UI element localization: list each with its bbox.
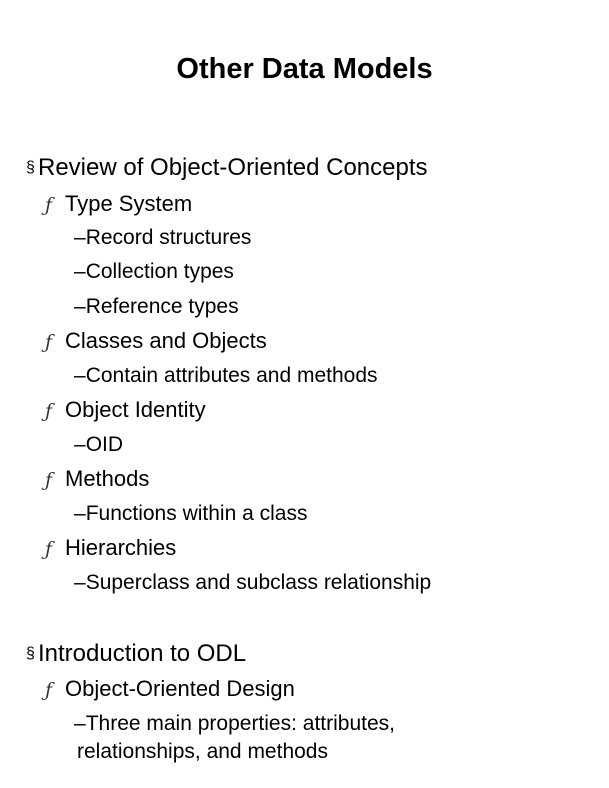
- list-item-label: Methods: [65, 466, 150, 491]
- dash-bullet-icon: –: [74, 364, 86, 387]
- florin-bullet-icon: ƒ: [45, 679, 53, 701]
- section-heading: [26, 639, 246, 669]
- list-subitem: [74, 362, 378, 390]
- list-item-label: Object Identity: [65, 397, 206, 422]
- list-item-label: Object-Oriented Design: [65, 676, 295, 701]
- list-subitem: [74, 224, 251, 252]
- list-subitem-text: OID: [85, 433, 124, 456]
- dash-bullet-icon: –: [74, 260, 86, 283]
- slide-title: Other Data Models: [176, 53, 433, 85]
- square-bullet-icon: §: [26, 645, 35, 662]
- section-heading: [26, 153, 428, 183]
- florin-bullet-icon: ƒ: [45, 194, 53, 216]
- florin-bullet-icon: ƒ: [45, 331, 53, 353]
- florin-bullet-icon: ƒ: [45, 469, 53, 491]
- dash-bullet-icon: –: [74, 502, 86, 525]
- list-subitem: [74, 500, 307, 528]
- dash-bullet-icon: –: [74, 295, 86, 318]
- list-subitem: [74, 569, 431, 597]
- list-item: [45, 534, 176, 563]
- list-subitem-text: Contain attributes and methods: [85, 364, 378, 387]
- list-subitem: [74, 431, 123, 459]
- florin-bullet-icon: ƒ: [45, 538, 53, 560]
- dash-bullet-icon: –: [74, 433, 86, 456]
- section-heading-text: Review of Object-Oriented Concepts: [38, 154, 428, 181]
- section-heading-text: Introduction to ODL: [38, 640, 247, 667]
- square-bullet-icon: §: [26, 159, 35, 176]
- list-subitem: [74, 710, 517, 766]
- list-item: [45, 675, 295, 704]
- list-subitem-text: Superclass and subclass relationship: [85, 571, 432, 594]
- list-item-label: Hierarchies: [65, 535, 177, 560]
- list-item-label: Classes and Objects: [65, 328, 267, 353]
- list-subitem: [74, 258, 234, 286]
- list-subitem: [74, 293, 239, 321]
- list-subitem-text: Functions within a class: [85, 502, 308, 525]
- list-item-label: Type System: [65, 191, 193, 216]
- list-subitem-text: Three main properties: attributes, relationships, and methods: [77, 712, 395, 763]
- list-item: [45, 396, 206, 425]
- dash-bullet-icon: –: [74, 226, 86, 249]
- list-item: [45, 190, 192, 219]
- list-item: [45, 327, 267, 356]
- list-subitem-text: Record structures: [85, 226, 252, 249]
- list-subitem-text: Collection types: [85, 260, 234, 283]
- dash-bullet-icon: –: [74, 712, 86, 735]
- dash-bullet-icon: –: [74, 571, 86, 594]
- list-item: [45, 465, 149, 494]
- list-subitem-text: Reference types: [85, 295, 239, 318]
- florin-bullet-icon: ƒ: [45, 400, 53, 422]
